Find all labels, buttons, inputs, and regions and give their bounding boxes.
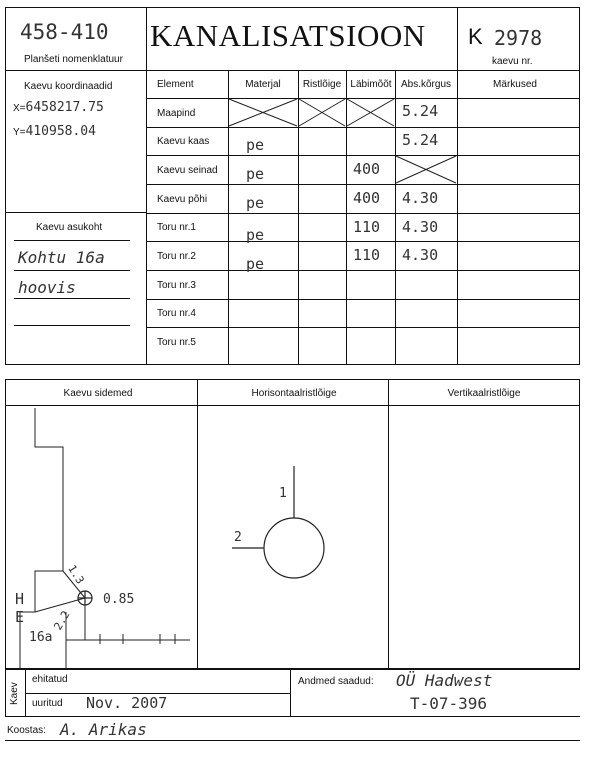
table-row-element: Toru nr.3 bbox=[157, 280, 196, 291]
table-cell-materjal: pe bbox=[246, 165, 265, 183]
coordinates-heading: Kaevu koordinaadid bbox=[24, 81, 113, 92]
table-header-abs: Abs.kõrgus bbox=[400, 79, 452, 90]
koostas-value: A. Arikas bbox=[60, 720, 147, 739]
sketch-header-vertical: Vertikaalristlõige bbox=[447, 388, 521, 399]
table-cell-materjal: pe bbox=[246, 226, 265, 244]
table-row-element: Toru nr.4 bbox=[157, 308, 196, 319]
table-cell-abs: 4.30 bbox=[402, 218, 439, 236]
table-row-element: Maapind bbox=[157, 108, 196, 119]
table-cell-materjal: pe bbox=[246, 136, 265, 154]
map-label: Planšeti nomenklatuur bbox=[24, 54, 123, 65]
footer-bottom-line bbox=[5, 716, 580, 717]
table-header-markused: Märkused bbox=[493, 79, 537, 90]
sketch-header-horizontal: Horisontaalristlõige bbox=[251, 388, 337, 399]
sidemed-offset: 0.85 bbox=[103, 592, 135, 607]
footer-mid-divider bbox=[290, 669, 291, 716]
well-number: 2978 bbox=[494, 26, 543, 50]
table-row-element: Kaevu seinad bbox=[157, 165, 218, 176]
koostas-underline bbox=[5, 740, 580, 741]
table-row-element: Toru nr.1 bbox=[157, 222, 196, 233]
footer-side-label: Kaev bbox=[9, 682, 20, 705]
table-header-materjal: Materjal bbox=[245, 79, 281, 90]
location-line-1: Kohtu 16a bbox=[18, 248, 105, 267]
sidemed-distance-1: 1.3 bbox=[65, 562, 87, 587]
table-cell-materjal: pe bbox=[246, 194, 265, 212]
sketch-header-sidemed: Kaevu sidemed bbox=[63, 388, 133, 399]
location-line-2: hoovis bbox=[18, 278, 76, 297]
page-title: KANALISATSIOON bbox=[150, 18, 426, 53]
table-row-element: Toru nr.2 bbox=[157, 251, 196, 262]
horizontal-pipe-2: 2 bbox=[234, 530, 242, 545]
coordinate-y-label: Y= bbox=[13, 127, 26, 138]
table-cell-abs: 5.24 bbox=[402, 131, 439, 149]
footer-top-line bbox=[5, 669, 580, 670]
andmed-code: T-07-396 bbox=[410, 694, 488, 713]
dimension-ticks bbox=[100, 634, 175, 644]
table-cell-labimoot: 110 bbox=[353, 246, 381, 264]
table-cell-labimoot: 110 bbox=[353, 218, 381, 236]
andmed-label: Andmed saadud: bbox=[298, 676, 374, 687]
coordinate-x-value: 6458217.75 bbox=[25, 100, 104, 115]
table-header-ristloige: Ristlõige bbox=[302, 79, 342, 90]
table-row-element: Toru nr.5 bbox=[157, 337, 196, 348]
horizontal-pipe-1: 1 bbox=[279, 486, 287, 501]
sidemed-address: 16a bbox=[29, 630, 53, 645]
koostas-label: Koostas: bbox=[7, 725, 46, 736]
sidemed-distance-2: 2.2 bbox=[51, 608, 73, 633]
well-label: kaevu nr. bbox=[492, 56, 533, 67]
table-header-element: Element bbox=[157, 79, 194, 90]
horizontal-section bbox=[232, 466, 324, 578]
sidemed-side-label: H E bbox=[15, 590, 25, 626]
map-number: 458-410 bbox=[20, 20, 109, 44]
footer-left-edge bbox=[5, 669, 6, 716]
table-cell-abs: 5.24 bbox=[402, 102, 439, 120]
uuritud-value: Nov. 2007 bbox=[86, 694, 168, 712]
coordinate-x-label: X= bbox=[13, 103, 26, 114]
andmed-company: OÜ Hadwest bbox=[396, 671, 493, 690]
table-cell-labimoot: 400 bbox=[353, 189, 381, 207]
table-header-labimoot: Läbimõõt bbox=[350, 79, 392, 90]
well-prefix: K bbox=[468, 24, 483, 49]
table-cell-abs: 4.30 bbox=[402, 246, 439, 264]
table-cell-materjal: pe bbox=[246, 255, 265, 273]
uuritud-label: uuritud bbox=[32, 698, 63, 709]
table-row-element: Kaevu kaas bbox=[157, 136, 210, 147]
well-symbol bbox=[78, 591, 92, 605]
ehitatud-label: ehitatud bbox=[32, 674, 68, 685]
table-cell-labimoot: 400 bbox=[353, 160, 381, 178]
coordinate-y-value: 410958.04 bbox=[25, 124, 96, 139]
table-cell-abs: 4.30 bbox=[402, 189, 439, 207]
table-row-element: Kaevu põhi bbox=[157, 194, 208, 205]
location-heading: Kaevu asukoht bbox=[36, 222, 103, 233]
